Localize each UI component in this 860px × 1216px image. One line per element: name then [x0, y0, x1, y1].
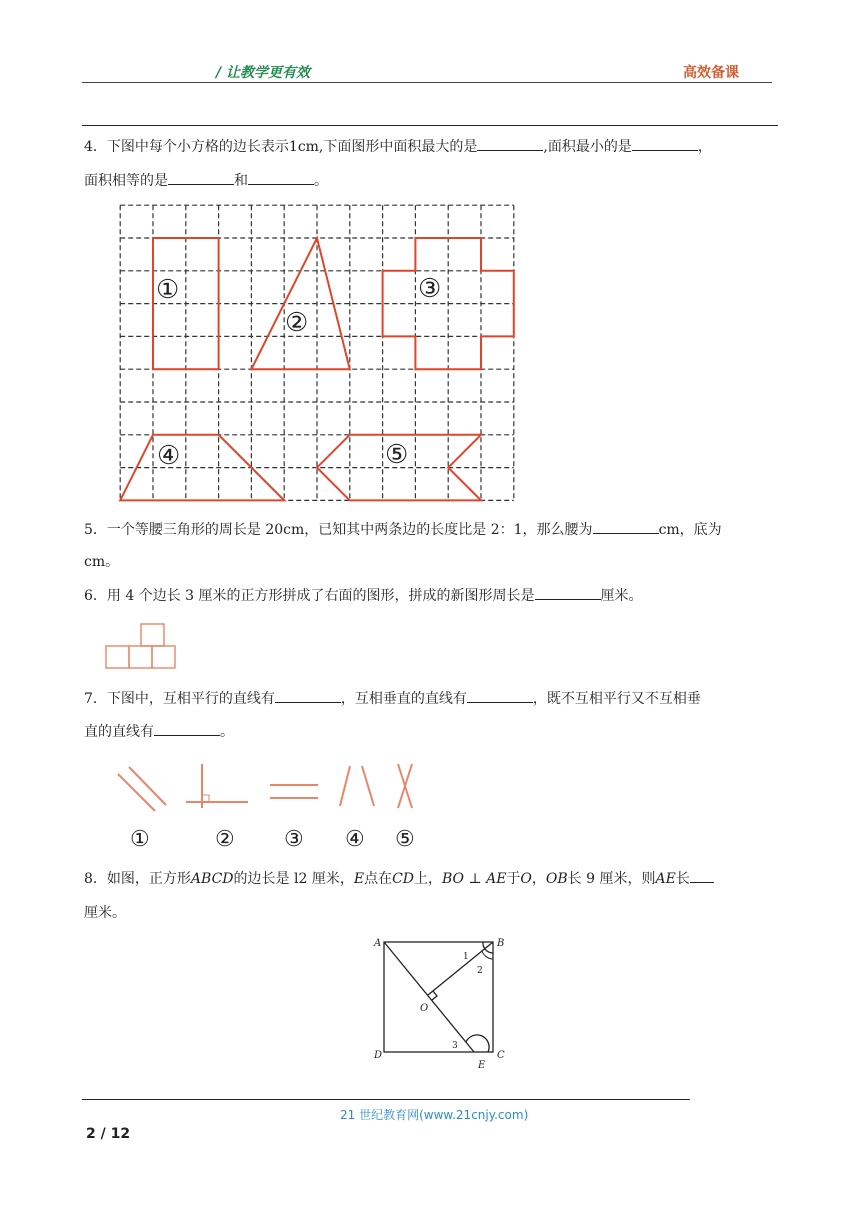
shape-4-label: ④: [157, 441, 181, 471]
q5-line1: 5．一个等腰三角形的周长是 20cm，已知其中两条边的长度比是 2：1，那么腰为 cm，底为: [84, 519, 722, 540]
q7-label-2: ②: [215, 827, 235, 852]
q7-line1: 7．下图中，互相平行的直线有 ，互相垂直的直线有 ，既不互相平行又不互相垂: [84, 688, 701, 709]
page-number: 2 / 12: [86, 1126, 131, 1142]
q8-angle-2: 2: [477, 966, 483, 976]
header-slogan: / 让教学更有效: [216, 65, 310, 81]
q7-label-1: ①: [130, 827, 150, 852]
q8-angle-3: 3: [452, 1041, 458, 1051]
content-top-divider: [82, 125, 778, 126]
q4-line2: 面积相等的是 和 。: [84, 170, 328, 191]
q6-blank-perimeter[interactable]: [535, 585, 601, 600]
q4-grid-figure: [110, 196, 530, 508]
q8-label-o: O: [420, 1003, 429, 1014]
q4-blank-equal-2[interactable]: [248, 170, 314, 185]
header-divider: [82, 82, 772, 83]
q5-line2: cm。: [84, 554, 120, 570]
q8-label-a: A: [374, 938, 382, 949]
q8-label-d: D: [374, 1050, 383, 1061]
q8-label-b: B: [497, 938, 505, 949]
q7-line2: 直的直线有 。: [84, 721, 234, 742]
footer-divider: [82, 1099, 690, 1100]
shape-2-label: ②: [285, 308, 309, 338]
q8-label-e: E: [478, 1060, 486, 1071]
q6-squares-figure: [104, 620, 178, 670]
q8-line1: 8．如图，正方形ABCD的边长是 l2 厘米，E点在CD上，BO ⊥ AE于O，OB长 9 厘米，则AE长: [84, 868, 714, 889]
shape-3-label: ③: [418, 274, 442, 304]
q8-angle-1: 1: [463, 952, 469, 962]
header-brand: 高效备课: [683, 65, 739, 81]
q8-square-figure: [368, 934, 518, 1072]
q8-label-c: C: [497, 1050, 505, 1061]
shape-5-label: ⑤: [385, 440, 409, 470]
q7-label-3: ③: [284, 827, 304, 852]
q8-blank-ae[interactable]: [690, 868, 714, 883]
q4-blank-equal-1[interactable]: [168, 170, 234, 185]
q8-line2: 厘米。: [84, 905, 126, 921]
footer-site-link[interactable]: 21 世纪教育网(www.21cnjy.com): [340, 1108, 529, 1122]
q7-label-4: ④: [345, 827, 365, 852]
q6-line1: 6．用 4 个边长 3 厘米的正方形拼成了右面的图形，拼成的新图形周长是 厘米。: [84, 585, 643, 606]
q7-lines-figure: [100, 755, 440, 855]
q5-blank-leg[interactable]: [593, 519, 659, 534]
q7-blank-parallel[interactable]: [275, 688, 341, 703]
q4-line1: 4．下图中每个小方格的边长表示1cm,下面图形中面积最大的是 ,面积最小的是 ，: [84, 136, 712, 157]
q7-blank-neither[interactable]: [154, 721, 220, 736]
q4-blank-smallest[interactable]: [632, 136, 698, 151]
q7-label-5: ⑤: [395, 827, 415, 852]
q7-blank-perpendicular[interactable]: [467, 688, 533, 703]
q4-blank-largest[interactable]: [477, 136, 543, 151]
shape-1-label: ①: [156, 275, 180, 305]
